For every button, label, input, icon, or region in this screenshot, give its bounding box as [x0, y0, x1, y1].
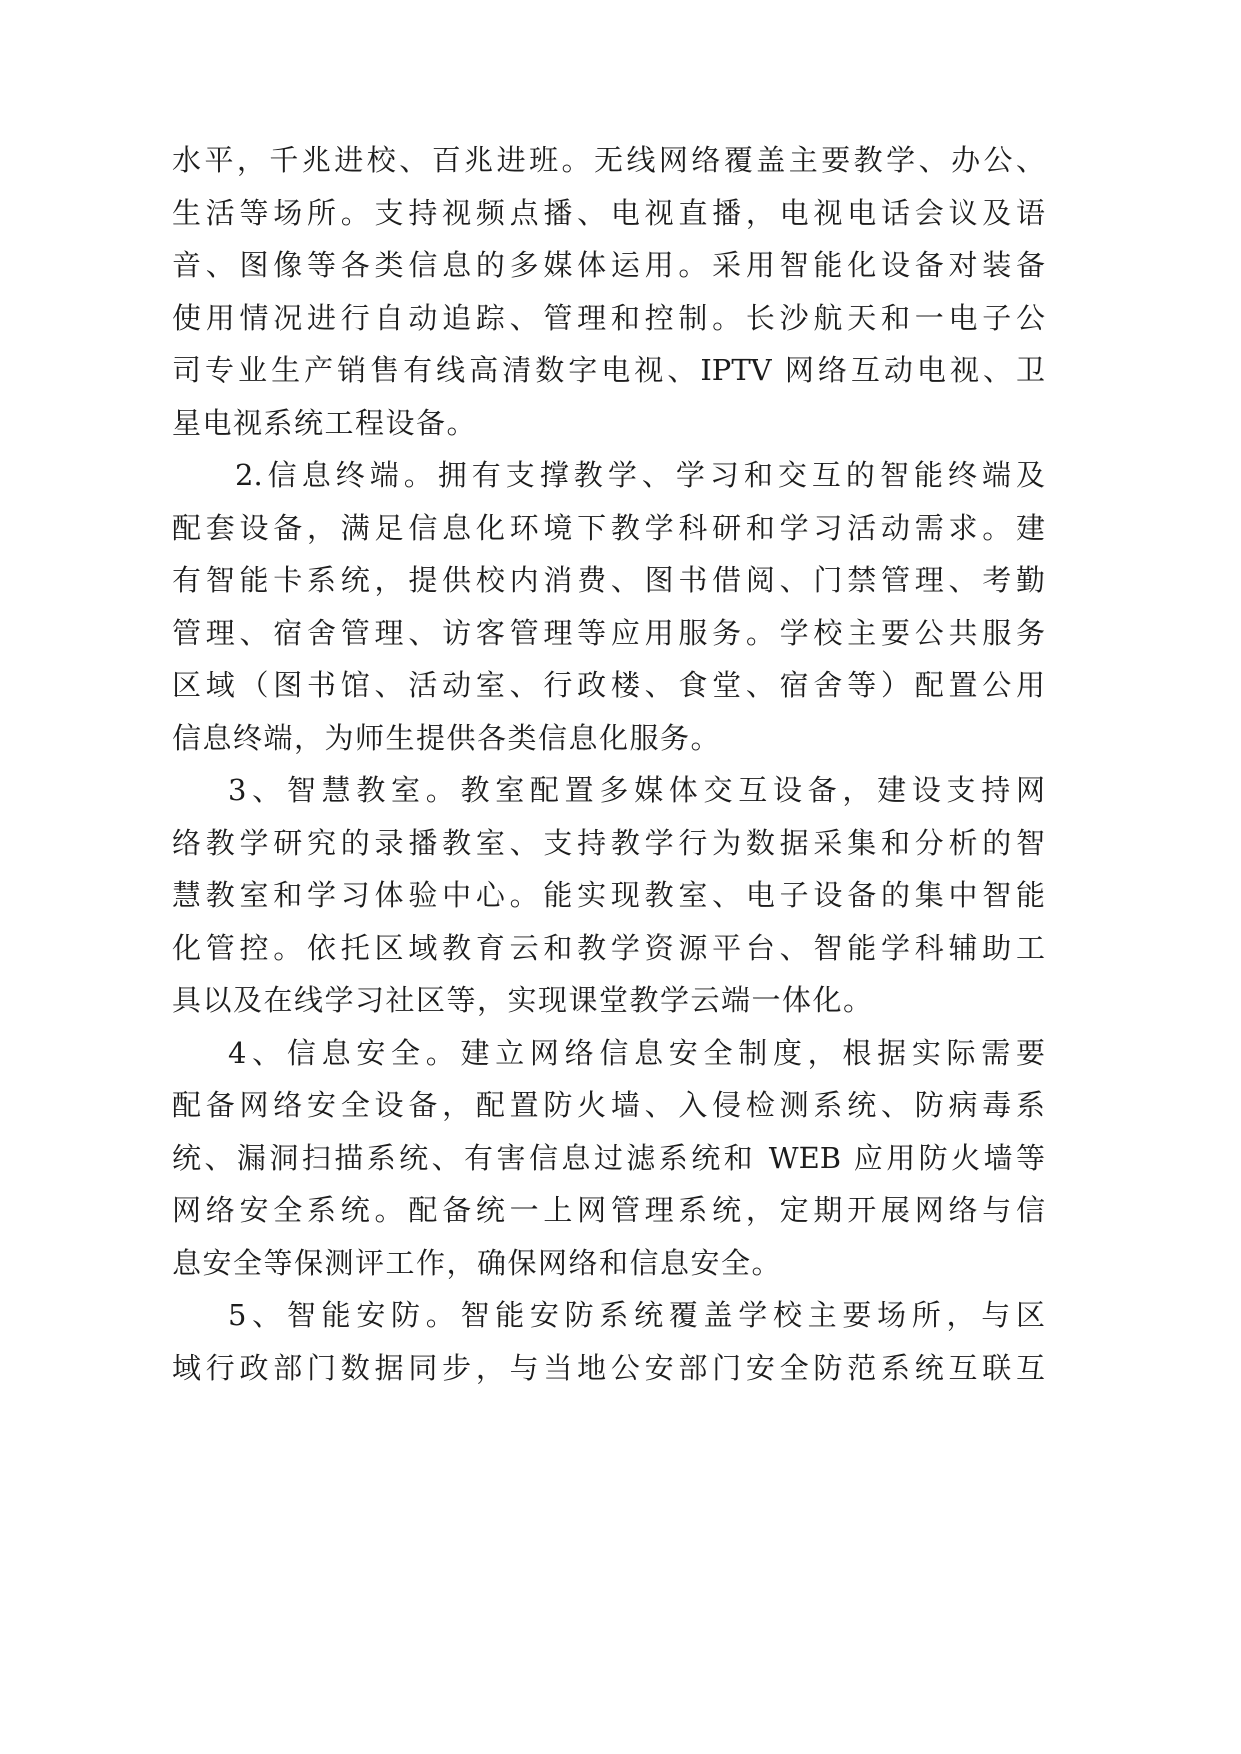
text-line: 配备网络安全设备，配置防火墙、入侵检测系统、防病毒系	[172, 1088, 1045, 1122]
text-line: 使用情况进行自动追踪、管理和控制。长沙航天和一电子公	[172, 300, 1045, 335]
text-line: 5、智能安防。智能安防系统覆盖学校主要场所，与区	[228, 1298, 1045, 1332]
text-line: 统、漏洞扫描系统、有害信息过滤系统和 WEB 应用防火墙等	[172, 1140, 1045, 1175]
text-line: 区域（图书馆、活动室、行政楼、食堂、宿舍等）配置公用	[172, 668, 1045, 702]
paragraph-smart-classroom	[172, 764, 1045, 1027]
text-line: 水平，千兆进校、百兆进班。无线网络覆盖主要教学、办公、	[172, 143, 1045, 177]
text-line: 信息终端，为师生提供各类信息化服务。	[172, 720, 722, 755]
text-line: 生活等场所。支持视频点播、电视直播，电视电话会议及语	[172, 195, 1045, 230]
text-line: 化管控。依托区域教育云和教学资源平台、智能学科辅助工	[172, 930, 1045, 965]
paragraph-network-continued	[172, 134, 1045, 449]
document-body	[172, 134, 1045, 1394]
text-line: 网络安全系统。配备统一上网管理系统，定期开展网络与信	[172, 1193, 1045, 1227]
text-line: 息安全等保测评工作，确保网络和信息安全。	[172, 1245, 783, 1280]
text-line: 有智能卡系统，提供校内消费、图书借阅、门禁管理、考勤	[172, 563, 1045, 597]
text-line: 慧教室和学习体验中心。能实现教室、电子设备的集中智能	[172, 878, 1045, 912]
paragraph-smart-security	[172, 1289, 1045, 1394]
text-line: 星电视系统工程设备。	[172, 405, 478, 440]
text-line: 络教学研究的录播教室、支持教学行为数据采集和分析的智	[172, 825, 1045, 860]
text-line: 3、智慧教室。教室配置多媒体交互设备，建设支持网	[228, 773, 1045, 807]
text-line: 域行政部门数据同步，与当地公安部门安全防范系统互联互	[172, 1350, 1045, 1385]
paragraph-information-terminal	[172, 449, 1045, 764]
text-line: 管理、宿舍管理、访客管理等应用服务。学校主要公共服务	[172, 615, 1045, 650]
text-line: 4、信息安全。建立网络信息安全制度，根据实际需要	[228, 1035, 1045, 1070]
text-line: 2.信息终端。拥有支撑教学、学习和交互的智能终端及	[235, 458, 1045, 492]
text-line: 具以及在线学习社区等，实现课堂教学云端一体化。	[172, 983, 874, 1017]
paragraph-information-security	[172, 1027, 1045, 1290]
text-line: 司专业生产销售有线高清数字电视、IPTV 网络互动电视、卫	[172, 353, 1045, 387]
text-line: 音、图像等各类信息的多媒体运用。采用智能化设备对装备	[172, 248, 1045, 282]
text-line: 配套设备，满足信息化环境下教学科研和学习活动需求。建	[172, 510, 1045, 545]
